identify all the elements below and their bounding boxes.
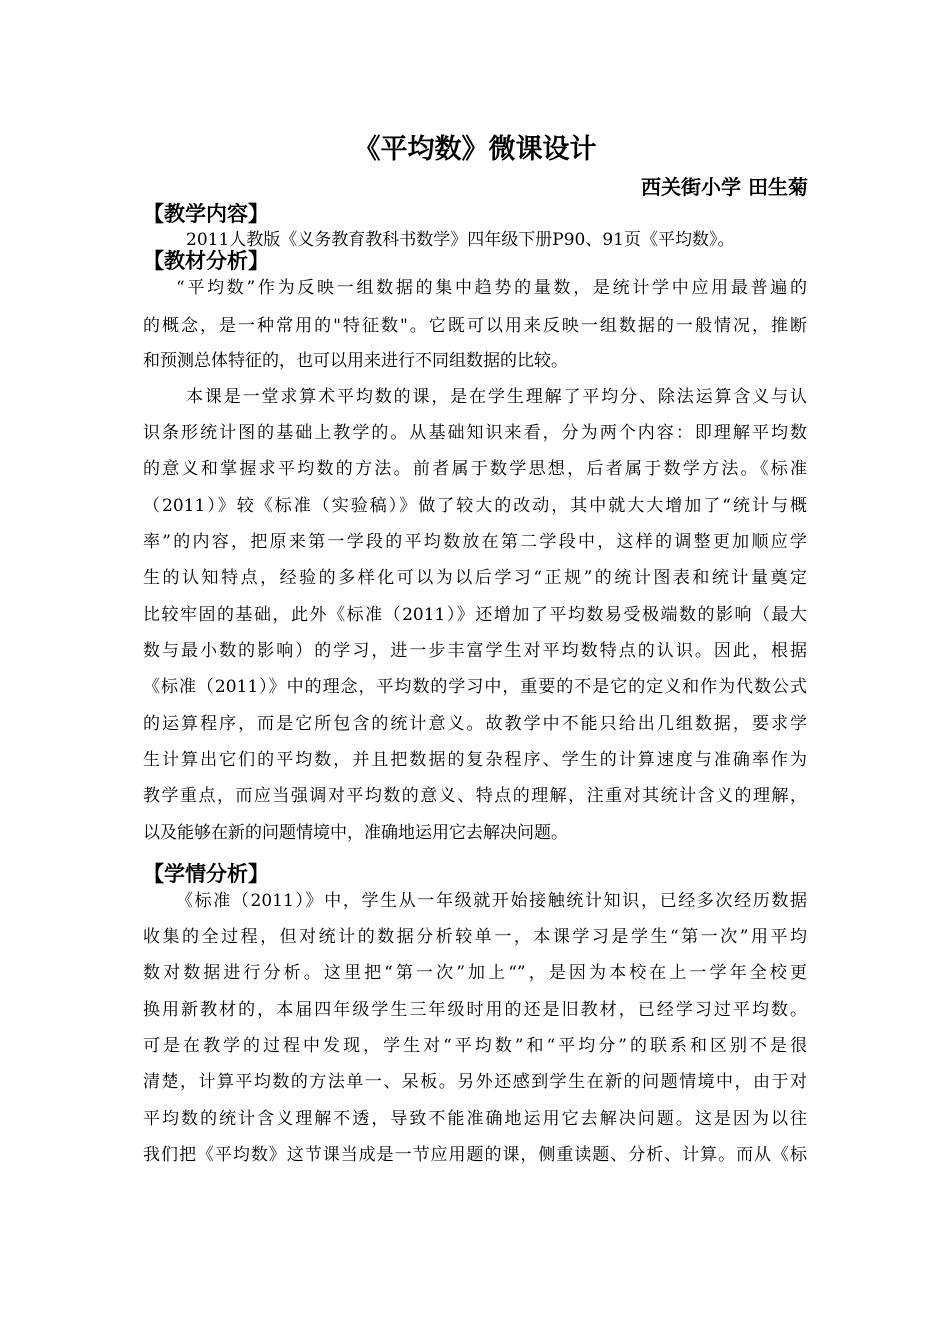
paragraph-line: 的意义和掌握求平均数的方法。前者属于数学思想，后者属于数学方法。《标准 [143,459,807,479]
paragraph-line: 数对数据进行分析。这里把“第一次”加上“”，是因为本校在上一学年全校更 [143,963,807,983]
paragraph-line: 生计算出它们的平均数，并且把数据的复杂程序、学生的计算速度与准确率作为 [143,750,807,770]
paragraph-line: 收集的全过程，但对统计的数据分析较单一，本课学习是学生“第一次”用平均 [143,927,807,947]
paragraph-line: 识条形统计图的基础上教学的。从基础知识来看，分为两个内容：即理解平均数 [143,423,807,443]
section-heading-textbook-analysis: 【教材分析】 [143,249,269,273]
paragraph-line: 教学重点，而应当强调对平均数的意义、特点的理解，注重对其统计含义的理解， [143,786,807,806]
paragraph-line: 本课是一堂求算术平均数的课，是在学生理解了平均分、除法运算含义与认 [186,387,807,407]
paragraph-line: 比较牢固的基础，此外《标准（2011）》还增加了平均数易受极端数的影响（最大 [143,605,807,625]
section-heading-teaching-content: 【教学内容】 [143,202,269,226]
paragraph-line: 的概念，是一种常用的"特征数"。它既可以用来反映一组数据的一般情况，推断 [143,316,807,336]
paragraph-line: 率”的内容，把原来第一学段的平均数放在第二学段中，这样的调整更加顺应学 [143,532,807,552]
paragraph-line: 平均数的统计含义理解不透，导致不能准确地运用它去解决问题。这是因为以往 [143,1109,807,1129]
paragraph-line: 和预测总体特征的，也可以用来进行不同组数据的比较。 [143,351,568,371]
paragraph-line: 我们把《平均数》这节课当成是一节应用题的课，侧重读题、分析、计算。而从《标 [143,1145,807,1165]
section-heading-student-analysis: 【学情分析】 [143,862,269,886]
paragraph-line: 数与最小数的影响）的学习，进一步丰富学生对平均数特点的认识。因此，根据 [143,641,807,661]
paragraph-line: 2011人教版《义务教育教科书数学》四年级下册P90、91页《平均数》。 [186,230,735,250]
paragraph-line: （2011）》较《标准（实验稿）》做了较大的改动，其中就大大增加了“统计与概 [143,496,807,516]
paragraph-line: 的运算程序，而是它所包含的统计意义。故教学中不能只给出几组数据，要求学 [143,714,807,734]
paragraph-line: 以及能够在新的问题情境中，准确地运用它去解决问题。 [143,823,568,843]
paragraph-line: “平均数”作为反映一组数据的集中趋势的量数，是统计学中应用最普遍的 [176,278,807,298]
paragraph-line: 《标准（2011）》中，学生从一年级就开始接触统计知识，已经多次经历数据 [176,891,807,911]
document-title: 《平均数》微课设计 [353,134,597,165]
paragraph-line: 《标准（2011）》中的理念，平均数的学习中，重要的不是它的定义和作为代数公式 [143,677,807,697]
paragraph-line: 换用新教材的，本届四年级学生三年级时用的还是旧教材，已经学习过平均数。 [143,1000,807,1020]
author-line: 西关街小学 田生菊 [641,175,808,199]
paragraph-line: 可是在教学的过程中发现，学生对“平均数”和“平均分”的联系和区别不是很 [143,1036,807,1056]
paragraph-line: 清楚，计算平均数的方法单一、呆板。另外还感到学生在新的问题情境中，由于对 [143,1072,807,1092]
paragraph-line: 生的认知特点，经验的多样化可以为以后学习“正规”的统计图表和统计量奠定 [143,568,807,588]
